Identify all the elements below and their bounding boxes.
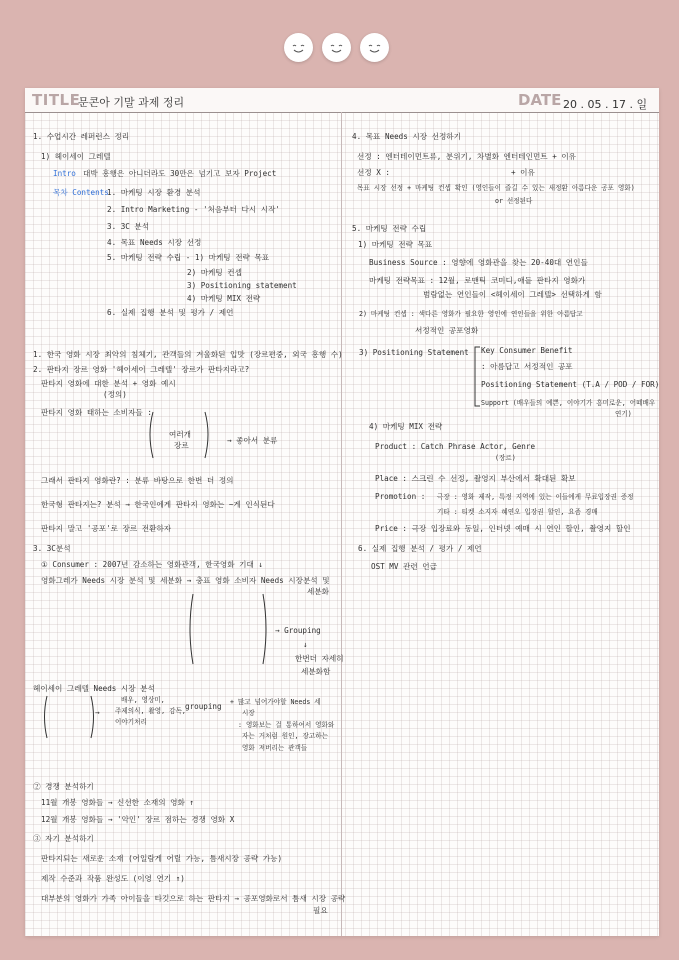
note-line: 선정 : 엔터테이먼트류, 분위기, 차별화 엔터테인먼트 + 이유 xyxy=(357,152,577,161)
smiley-icon xyxy=(284,33,313,62)
note-line: 선정 X : xyxy=(357,168,390,177)
contents-item: 5. 마케팅 전략 수립 - 1) 마케팅 전략 목표 xyxy=(107,253,270,262)
contents-label: 목차 Contents xyxy=(53,188,109,197)
note-line: → 좋아서 분류 xyxy=(227,436,278,445)
subheading: 1) 마케팅 전략 목표 xyxy=(358,240,433,249)
note-line: 영화그레가 Needs 시장 분석 및 세분화 → 충표 영화 소비자 Needs 시장분석 및 xyxy=(41,576,330,585)
note-line: Promotion : xyxy=(375,492,426,501)
contents-item: 3) Positioning statement xyxy=(187,281,297,290)
column-divider xyxy=(341,112,342,936)
subheading: ③ 자기 분석하기 xyxy=(33,834,94,843)
arrow: → xyxy=(95,708,100,717)
title-text[interactable]: 문콘아 기말 과제 정리 xyxy=(78,96,185,109)
note-line: 12월 개봉 영화들 → '악인' 장르 점하는 경쟁 영화 X xyxy=(41,815,235,824)
note-line: grouping xyxy=(185,702,222,711)
date-label: DATE xyxy=(518,91,562,109)
note-line: 제작 수준과 작품 완성도 (이영 연기 ↑) xyxy=(41,874,185,883)
section-heading: 1. 수업시간 레퍼런스 정리 xyxy=(33,132,130,141)
note-line: 시장 xyxy=(242,709,255,717)
note-line: OST MV 관련 언급 xyxy=(371,562,437,571)
note-line: Product : Catch Phrase Actor, Genre xyxy=(375,442,536,451)
note-sheet xyxy=(25,88,659,936)
note-line: 2) 마케팅 컨셉 : 색다른 영화가 필요한 영인에 연인들을 위한 아름답고 xyxy=(359,310,583,318)
contents-item: 2. Intro Marketing - '처음부터 다시 시작' xyxy=(107,205,280,214)
note-line: 대부분의 영화가 가족 아이들을 타깃으로 하는 판타지 → 공포영화로서 틈새 시장 공략 xyxy=(41,894,346,903)
note-line: or 선정된다 xyxy=(495,197,533,205)
date-text[interactable]: 20 . 05 . 17 . 일 xyxy=(563,98,648,111)
note-line: 세분화 xyxy=(307,587,330,596)
note-line: 마케팅 전략목표 : 12월, 로맨틱 코미디,애듵 판타지 영화가 xyxy=(369,276,586,285)
note-line: Place : 스크린 수 선정, 촬영지 부산에서 확대된 확보 xyxy=(375,474,576,483)
note-line: 11월 개봉 영화들 → 신선한 소재의 영화 ↑ xyxy=(41,798,194,807)
contents-item: 2) 마케팅 컨셉 xyxy=(187,268,242,277)
note-line: 자는 거처럼 원인, 장고하는 xyxy=(242,732,328,740)
title-label: TITLE xyxy=(32,91,81,109)
note-line: : 영화보는 걸 통하여서 영화와 xyxy=(238,721,335,729)
note-line: 기타 : 티켓 소지자 혜연오 입장권 할인, 요즘 경매 xyxy=(437,508,598,516)
note-line: ① Consumer : 2007년 감소하는 영화관객, 한국영화 기대 ↓ xyxy=(41,560,263,569)
bracket-text: 장르 xyxy=(174,441,189,450)
contents-item: 4. 목표 Needs 시장 선정 xyxy=(107,238,202,247)
note-line: 주제의식, 촬영, 감독, xyxy=(115,707,186,715)
subheading: 1) 헤이세이 그레텔 xyxy=(41,152,111,161)
contents-item: 3. 3C 분석 xyxy=(107,222,150,231)
bracket-box xyxy=(183,592,273,666)
contents-item: 1. 마케팅 시장 환경 분석 xyxy=(107,188,201,197)
note-line: 필요 xyxy=(313,906,328,915)
note-line: 극장 : 영화 제작, 특정 지역에 있는 이들에게 무료입장권 증정 xyxy=(437,493,634,501)
note-line: 범람없는 연인들이 <헤이세이 그레텔> 선택하게 함 xyxy=(423,290,602,299)
note-line: 그래서 판타지 영화란? : 분류 바탕으로 한번 더 정의 xyxy=(41,476,234,485)
section-heading: 4. 목표 Needs 시장 선정하기 xyxy=(352,132,461,141)
note-line: 영화 져버리는 관객들 xyxy=(242,744,308,752)
note-line: 목표 시장 선정 + 마케팅 컨셉 확인 (영인들이 즐길 수 있는 새정환 아름다운 공포 영화) xyxy=(357,184,635,192)
intro-text: 대박 흥행은 아니더라도 30만은 넘기고 보자 Project xyxy=(83,169,277,178)
contents-item: 6. 실제 집행 분석 및 평가 / 제언 xyxy=(107,308,234,317)
note-line: 판타지 말고 '공포'로 장르 전환하자 xyxy=(41,524,172,533)
note-line: 세분화함 xyxy=(301,667,331,676)
note-line: + 이유 xyxy=(511,168,535,177)
note-line: → Grouping xyxy=(275,626,321,635)
smiley-decorations xyxy=(284,33,389,62)
note-line: 한국형 판타지는? 분석 → 한국인에게 판타지 영화는 ~게 인식된다 xyxy=(41,500,275,509)
note-line: 연기) xyxy=(615,410,632,418)
note-line: (정의) xyxy=(103,390,127,399)
smiley-icon xyxy=(322,33,351,62)
note-line: + 많고 넘어가야할 Needs 세 xyxy=(230,698,321,706)
note-line: 판타지되는 새로운 소재 (어일람게 어릴 가능, 틈새시장 공략 가능) xyxy=(41,854,283,863)
note-line: : 아름답고 서정적인 공포 xyxy=(481,362,573,371)
subheading: ② 경쟁 분석하기 xyxy=(33,782,94,791)
note-line: 2. 판타지 장르 영화 '헤이세이 그레텔' 장르가 판타지라고? xyxy=(33,365,250,374)
smiley-icon xyxy=(360,33,389,62)
subheading: 4) 마케팅 MIX 전략 xyxy=(369,422,443,431)
note-line: 판타지 영화 태하는 소비자들 : xyxy=(41,408,152,417)
section-heading: 6. 실제 집행 분석 / 평가 / 제언 xyxy=(358,544,482,553)
arrow: ↓ xyxy=(303,640,308,649)
section-heading: 5. 마케팅 전략 수립 xyxy=(352,224,427,233)
note-line: 한번더 자세히 xyxy=(295,654,344,663)
note-line: Business Source : 영향에 영화관을 찾는 20-40대 연인들 xyxy=(369,258,588,267)
subheading: 3) Positioning Statement xyxy=(359,348,469,357)
note-line: 1. 한국 영화 시장 최악의 침체기, 관객들의 겨울화된 입맛 (장르편중, 외국 흥행 수) xyxy=(33,350,343,359)
intro-label: Intro xyxy=(53,169,76,178)
note-line: 판타지 영화에 대한 분석 + 영화 예시 xyxy=(41,379,176,388)
sheet-header xyxy=(25,88,659,113)
note-line: Price : 극장 입장료와 동일, 인터넷 예매 시 연인 할인, 촬영지 할인 xyxy=(375,524,631,533)
note-line: 이야기처리 xyxy=(115,718,147,726)
note-line: 서정적인 공포영화 xyxy=(415,326,479,335)
bracket-box xyxy=(39,694,99,740)
bracket-text: 여러개 xyxy=(169,430,192,439)
section-heading: 3. 3C분석 xyxy=(33,544,71,553)
contents-item: 4) 마케팅 MIX 전략 xyxy=(187,294,261,303)
note-line: Support (배우들의 예쁜, 이야기가 흥미로운, 어떼배우 xyxy=(481,399,656,407)
note-line: (장르) xyxy=(495,454,516,462)
note-line: Key Consumer Benefit xyxy=(481,346,573,355)
note-line: Positioning Statement (T.A / POD / FOR) xyxy=(481,380,660,389)
note-line: 헤이세이 그레텔 Needs 시장 분석 xyxy=(33,684,155,693)
note-line: 배우, 영상미, xyxy=(121,696,165,704)
